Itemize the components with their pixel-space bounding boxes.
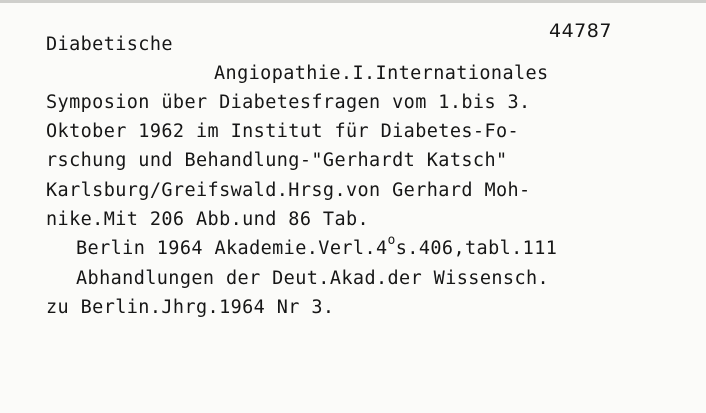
card-top-edge bbox=[0, 0, 706, 3]
accession-number: 44787 bbox=[549, 20, 612, 42]
description-line-4: rschung und Behandlung-"Gerhardt Katsch" bbox=[46, 150, 508, 171]
imprint-pages: s.406,tabl.111 bbox=[395, 238, 558, 259]
description-line-1: Angiopathie.I.Internationales bbox=[214, 63, 549, 84]
format-superscript: o bbox=[387, 233, 396, 248]
imprint-text: Berlin 1964 Akademie.Verl.4 bbox=[76, 238, 388, 259]
title-heading: Diabetische bbox=[46, 34, 173, 55]
description-line-5: Karlsburg/Greifswald.Hrsg.von Gerhard Moh- bbox=[46, 180, 531, 201]
description-line-3: Oktober 1962 im Institut für Diabetes-Fo- bbox=[46, 121, 520, 142]
description-line-6: nike.Mit 206 Abb.und 86 Tab. bbox=[46, 209, 370, 230]
series-line-1: Abhandlungen der Deut.Akad.der Wissensch. bbox=[76, 268, 550, 289]
description-line-2: Symposion über Diabetesfragen vom 1.bis 3. bbox=[46, 92, 531, 113]
series-line-2: zu Berlin.Jhrg.1964 Nr 3. bbox=[46, 297, 335, 318]
imprint-line bbox=[76, 233, 558, 262]
